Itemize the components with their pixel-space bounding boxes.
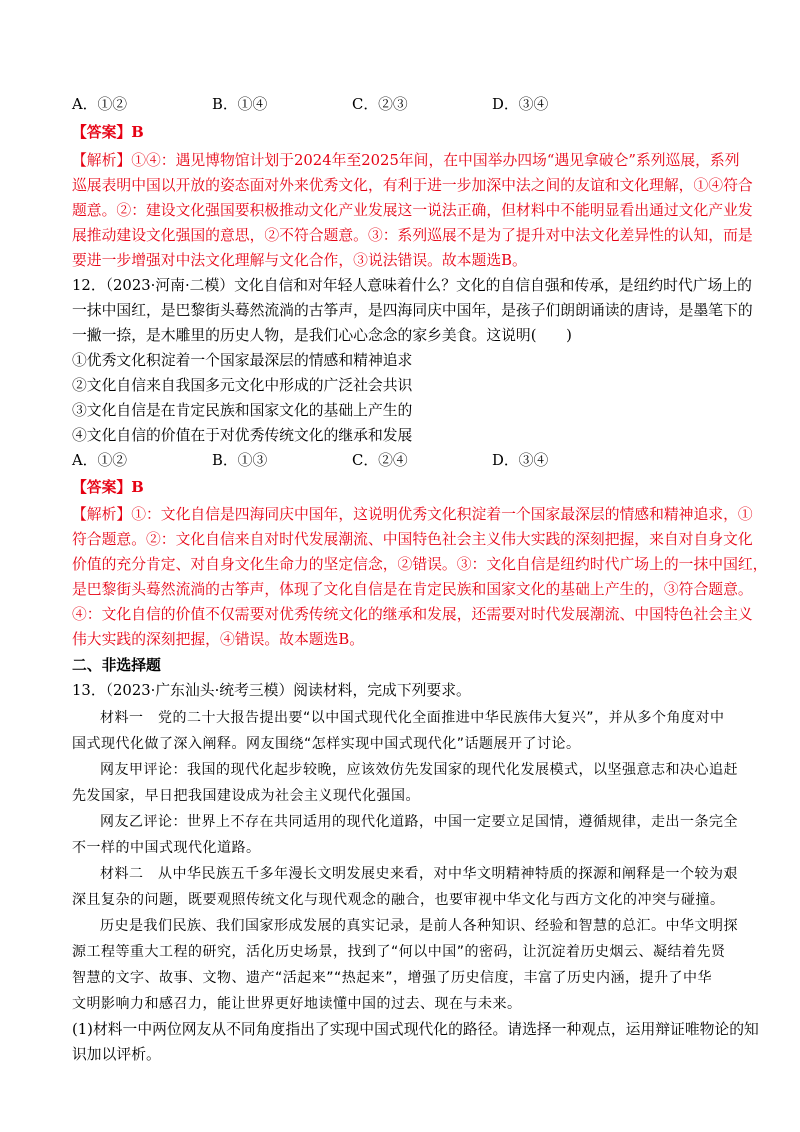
q11-option-a: A．①② [72, 96, 128, 113]
q12-stem-line: 12．（2023·河南·二模）文化自信和对年轻人意味着什么？文化的自信自强和传承，是纽约时代广场上的 [72, 277, 752, 294]
q13-material-line: 网友乙评论：世界上不存在共同适用的现代化道路，中国一定要立足国情，遵循规律，走出一条完全 [100, 814, 738, 830]
q12-statement: ③文化自信是在肯定民族和国家文化的基础上产生的 [72, 402, 413, 419]
q13-material-line: 网友甲评论：我国的现代化起步较晚，应该效仿先发国家的现代化发展模式，以坚强意志和决心追赶 [100, 762, 738, 778]
q11-analysis-line: 要进一步增强对中法文化理解与文化合作，③说法错误。故本题选B。 [72, 252, 527, 269]
q13-material-line: 历史是我们民族、我们国家形成发展的真实记录，是前人各种知识、经验和智慧的总汇。中华文明探 [100, 918, 738, 934]
q13-material-line: 材料一 党的二十大报告提出要“以中国式现代化全面推进中华民族伟大复兴”，并从多个角度对中 [100, 710, 725, 726]
q11-analysis-line: 巡展表明中国以开放的姿态面对外来优秀文化，有利于进一步加深中法之间的友谊和文化理解，①④符合 [72, 177, 753, 194]
q13-material-line: 材料二 从中华民族五千多年漫长文明发展史来看，对中华文明精神特质的探源和阐释是一个较为艰 [100, 866, 738, 882]
q11-analysis-line: 【解析】①④：遇见博物馆计划于2024年至2025年间，在中国举办四场“遇见拿破仑”系列巡展，系列 [72, 152, 740, 169]
q11-answer: 【答案】B [72, 124, 144, 141]
q12-analysis-line: 价值的充分肯定、对自身文化生命力的坚定信念，②错误。③：文化自信是纽约时代广场上的一抹中国红， [72, 556, 768, 573]
q12-stem-line: 一抹中国红，是巴黎街头蓦然流淌的古筝声，是四海同庆中国年，是孩子们朗朗诵读的唐诗，是墨笔下的 [72, 302, 753, 319]
section-title: 二、非选择题 [72, 657, 161, 674]
q11-option-d: D．③④ [492, 96, 549, 113]
q13-stem: 13．（2023·广东汕头·统考三模）阅读材料，完成下列要求。 [72, 682, 471, 699]
q11-option-c: C．②③ [352, 96, 408, 113]
q12-option-d: D．③④ [492, 452, 549, 469]
q13-question-line: (1)材料一中两位网友从不同角度指出了实现中国式现代化的路径。请选择一种观点，运用辩证唯物论的知 [72, 1021, 759, 1038]
q12-statement: ④文化自信的价值在于对优秀传统文化的继承和发展 [72, 427, 413, 444]
q12-statement: ②文化自信来自我国多元文化中形成的广泛社会共识 [72, 377, 413, 394]
q12-statement: ①优秀文化积淀着一个国家最深层的情感和精神追求 [72, 352, 413, 369]
q13-material-line: 国式现代化做了深入阐释。网友围绕“怎样实现中国式现代化”话题展开了讨论。 [72, 736, 581, 752]
q12-answer: 【答案】B [72, 479, 144, 496]
q11-analysis-line: 展推动建设文化强国的意思，②不符合题意。③：系列巡展不是为了提升对中法文化差异性的认知，而是 [72, 227, 753, 244]
q11-option-b: B．①④ [212, 96, 268, 113]
q13-question-line: 识加以评析。 [72, 1046, 161, 1063]
q11-analysis-line: 题意。②：建设文化强国要积极推动文化产业发展这一说法正确，但材料中不能明显看出通过文化产业发 [72, 202, 753, 219]
q13-material-line: 智慧的文字、故事、文物、遗产“活起来”“热起来”，增强了历史信度，丰富了历史内涵，提升了中华 [72, 970, 713, 986]
q12-option-a: A．①② [72, 452, 128, 469]
q13-material-line: 深且复杂的问题，既要观照传统文化与现代观念的融合，也要审视中华文化与西方文化的冲突与碰撞。 [72, 892, 725, 908]
q12-option-b: B．①③ [212, 452, 268, 469]
q13-material-line: 源工程等重大工程的研究，活化历史场景，找到了“何以中国”的密码，让沉淀着历史烟云、凝结着先贤 [72, 944, 726, 960]
q12-analysis-line: 是巴黎街头蓦然流淌的古筝声，体现了文化自信是在肯定民族和国家文化的基础上产生的，③符合题意。 [72, 581, 753, 598]
q12-analysis-line: ④：文化自信的价值不仅需要对优秀传统文化的继承和发展，还需要对时代发展潮流、中国特色社会主义 [72, 606, 753, 623]
q12-analysis-line: 【解析】①：文化自信是四海同庆中国年，这说明优秀文化积淀着一个国家最深层的情感和精神追求，① [72, 506, 753, 523]
q13-material-line: 不一样的中国式现代化道路。 [72, 840, 261, 856]
q12-option-c: C．②④ [352, 452, 408, 469]
q12-analysis-line: 伟大实践的深刻把握，④错误。故本题选B。 [72, 631, 365, 648]
q13-material-line: 先发国家，早日把我国建设成为社会主义现代化强国。 [72, 788, 420, 804]
q12-stem-line: 一撇一捺，是木雕里的历史人物，是我们心心念念的家乡美食。这说明( ) [72, 327, 572, 344]
q13-material-line: 文明影响力和感召力，能让世界更好地读懂中国的过去、现在与未来。 [72, 996, 522, 1012]
q12-analysis-line: 符合题意。②：文化自信来自对时代发展潮流、中国特色社会主义伟大实践的深刻把握，来自对自身文化 [72, 531, 753, 548]
